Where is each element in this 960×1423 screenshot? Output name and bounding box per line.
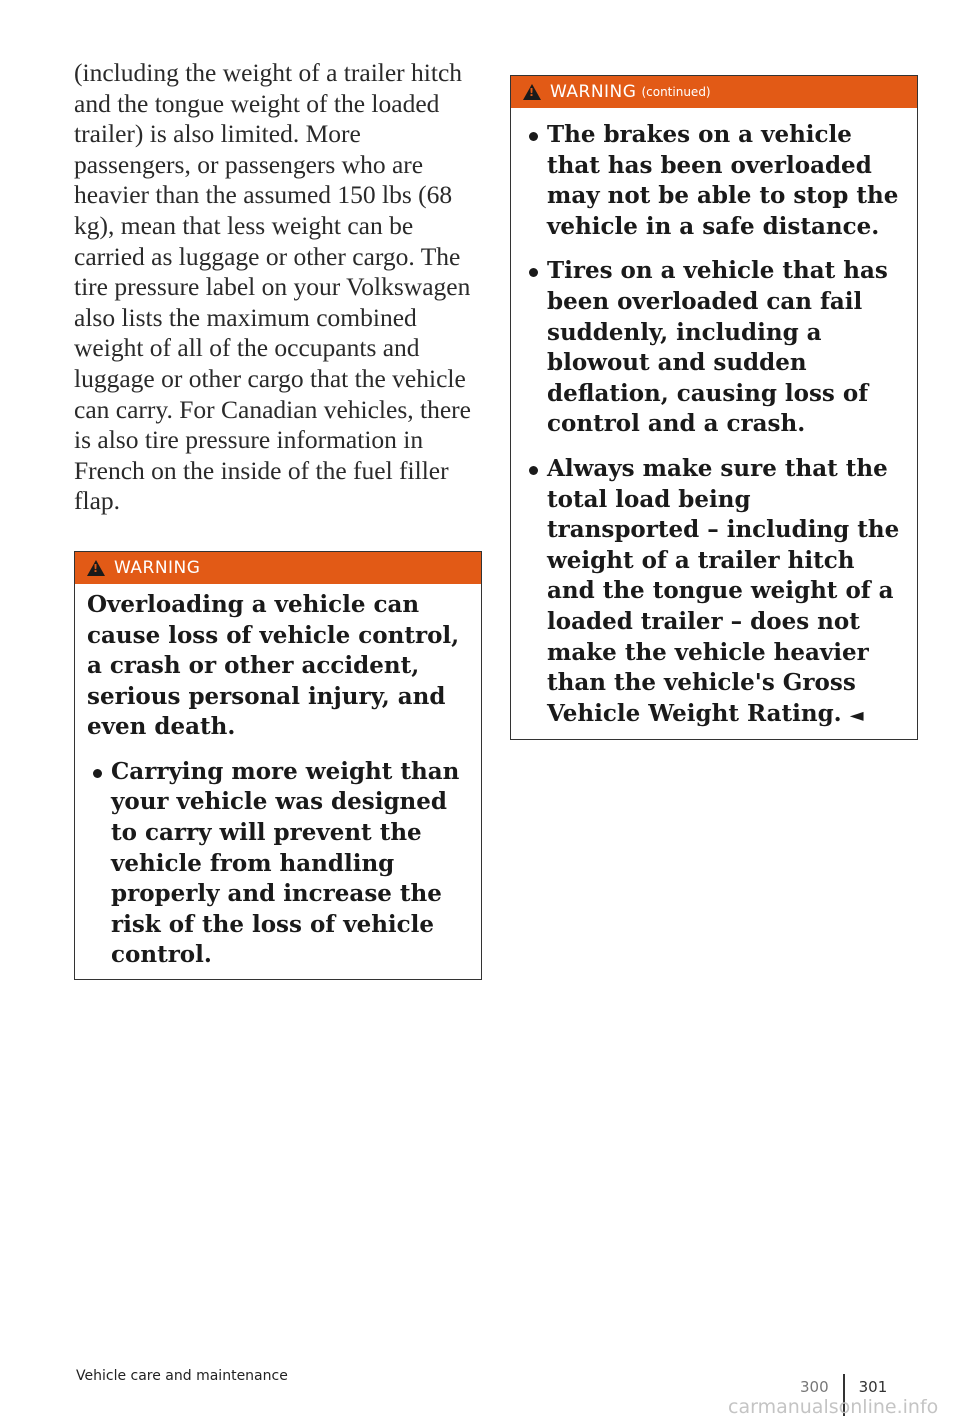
watermark: carmanualsonline.info xyxy=(728,1396,939,1418)
warning-bullet-text: Always make sure that the total load being transported – including the weight of a trailer hitch and the tongue weight of a loaded trailer – does not make the vehicle heavier than the vehicle's Gross Vehicle Weight Rating. xyxy=(547,454,900,727)
warning-box xyxy=(74,551,482,980)
warning-triangle-icon xyxy=(87,560,105,576)
warning-bullet: The brakes on a vehicle that has been overloaded may not be able to stop the vehicle in a safe distance. xyxy=(523,120,907,242)
warning-box-continued xyxy=(510,75,918,740)
right-column xyxy=(510,75,918,740)
warning-triangle-icon xyxy=(523,84,541,100)
warning-bullet: Tires on a vehicle that has been overloaded can fail suddenly, including a blowout and sudden deflation, causing loss of control and a crash. xyxy=(523,256,907,440)
warning-heading: WARNING xyxy=(114,557,201,578)
body-paragraph: (including the weight of a trailer hitch and the tongue weight of the loaded trailer) is also limited. More passengers, or passengers who are heavier than the assumed 150 lbs (68 kg), mean that less weight can be carried as luggage or other cargo. The tire pressure label on your Volkswagen also lists the maximum combined weight of all of the occupants and luggage or other cargo that the vehicle can carry. For Canadian vehicles, there is also tire pressure information in French on the inside of the fuel filler flap. xyxy=(74,58,471,516)
warning-intro: Overloading a vehicle can cause loss of vehicle control, a crash or other accident, serious personal injury, and even death. xyxy=(87,590,460,741)
page-number-right: 301 xyxy=(858,1378,888,1396)
warning-body xyxy=(75,584,481,979)
continued-label: (continued) xyxy=(641,85,711,99)
warning-header xyxy=(75,552,481,584)
warning-header xyxy=(511,76,917,108)
warning-bullet: Carrying more weight than your vehicle was designed to carry will prevent the vehicle from handling properly and increase the risk of the loss of vehicle control. xyxy=(87,757,471,971)
left-column xyxy=(74,58,482,980)
end-of-section-arrow-icon: ◄ xyxy=(849,704,864,726)
page-number-left: 300 xyxy=(800,1378,829,1396)
warning-body xyxy=(511,108,917,739)
footer-section-title: Vehicle care and maintenance xyxy=(76,1368,288,1384)
warning-heading: WARNING xyxy=(550,82,637,102)
warning-bullet xyxy=(523,454,907,731)
